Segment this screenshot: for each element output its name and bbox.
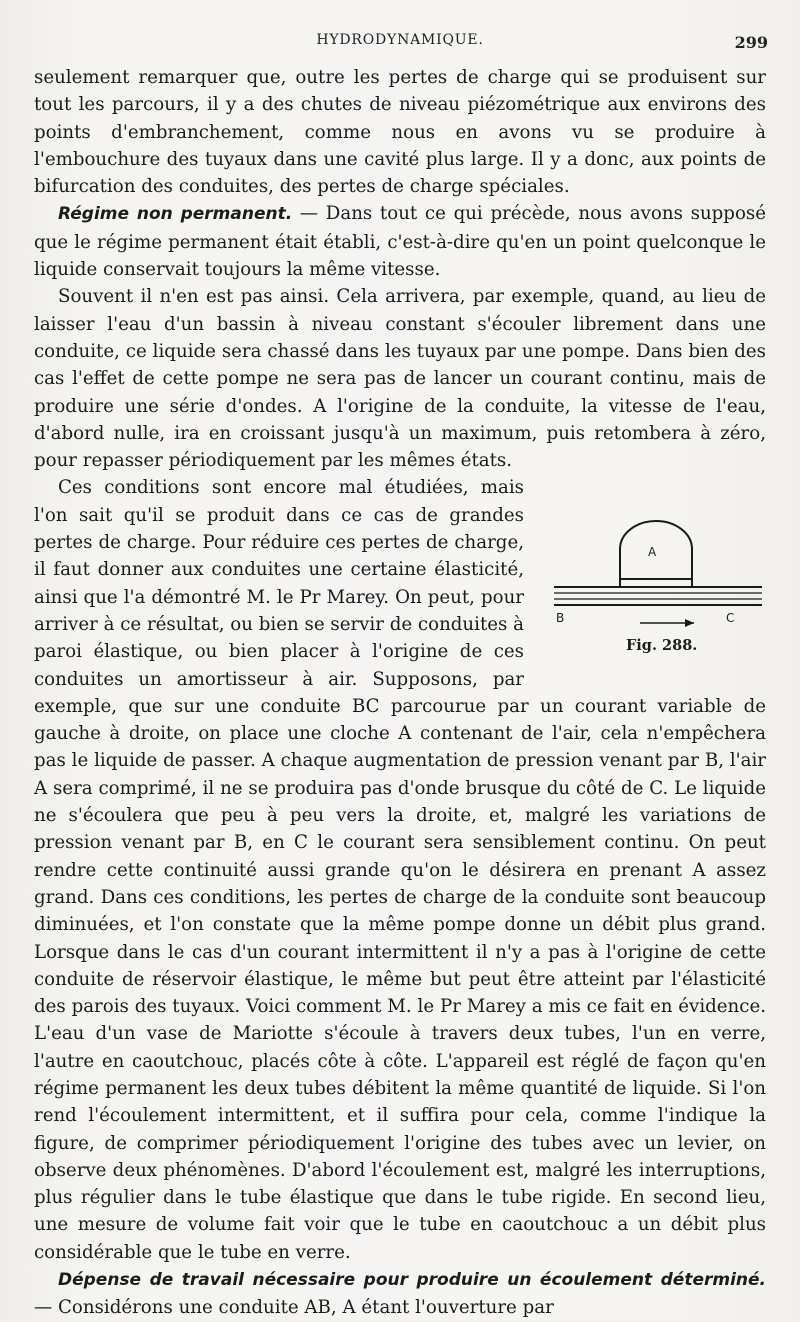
paragraph-2-text: — Dans tout ce qui précède, nous avons supposé que le régime permanent était établi, c'est-à-dire qu'en un point quelconque le liquide conservait toujours la même vitesse.	[34, 203, 766, 281]
section-heading-regime: Régime non permanent.	[58, 204, 293, 225]
page-number: 299	[734, 33, 768, 52]
figure-label-c: C	[726, 611, 735, 625]
running-header: HYDRODYNAMIQUE.	[316, 32, 484, 48]
paragraph-5-text: — Considérons une conduite AB, A étant l'ouverture par	[34, 1297, 554, 1319]
figure-label-b: B	[556, 611, 565, 625]
paragraph-4-text: Ces conditions sont encore mal étudiées, mais l'on sait qu'il se produit dans ce cas de grandes pertes de charge. Pour réduire ces pertes de charge, il faut donner aux conduites une certaine élasticité, ainsi que l'a démontré M. le Pr Marey. On peut, pour arriver à ce résultat, ou bien se servir de conduites à paroi élastique, ou bien placer à l'origine de ces conduites un amortisseur à air. Supposons, par exemple, que sur une conduite BC parcourue par un courant variable de gauche à droite, on place une cloche A contenant de l'air, cela n'empêchera pas le liquide de passer. A chaque augmentation de pression venant par B, l'air A sera comprimé, il ne se produira pas d'onde brusque du côté de C. Le liquide ne s'écoulera que peu à peu vers la droite, et, malgré les variations de pression venant par B, en C le courant sera sensiblement continu. On peut rendre cette continuité aussi grande qu'on le désirera en prenant A assez grand. Dans ces conditions, les pertes de charge de la conduite sont beaucoup diminuées, et l'on constate que la même pompe donne un débit plus grand. Lorsque dans le cas d'un courant intermittent il n'y a pas à l'origine de cette conduite de réservoir élastique, le même but peut être atteint par l'élasticité des parois des tuyaux. Voici comment M. le Pr Marey a mis ce fait en évidence. L'eau d'un vase de Mariotte s'écoule à travers deux tubes, l'un en verre, l'autre en caoutchouc, placés côte à côte. L'appareil est réglé de façon qu'en régime permanent les deux tubes débitent la même quantité de liquide. Si l'on rend l'écoulement intermittent, et il suffira pour cela, comme l'indique la figure, de comprimer périodiquement l'origine des tubes avec un levier, on observe deux phénomènes. D'abord l'écoulement est, malgré les interruptions, plus régulier dans le tube élastique que dans le tube rigide. En second lieu, une mesure de volume fait voir que le tube en caoutchouc a un débit plus considérable que le tube en verre.	[34, 477, 766, 1263]
paragraph-3: Souvent il n'en est pas ainsi. Cela arrivera, par exemple, quand, au lieu de laisser l'eau d'un bassin à niveau constant s'écouler librement dans une conduite, ce liquide sera chassé dans les tuyaux par une pompe. Dans bien des cas l'effet de cette pompe ne sera pas de lancer un courant continu, mais de produire une série d'ondes. A l'origine de la conduite, la vitesse de l'eau, d'abord nulle, ira en croissant jusqu'à un maximum, puis retombera à zéro, pour repasser périodiquement par les mêmes états.	[34, 286, 766, 472]
figure-label-a: A	[648, 545, 657, 559]
paragraph-5	[34, 1266, 766, 1322]
section-heading-depense: Dépense de travail nécessaire pour produire un écoulement déterminé.	[58, 1270, 766, 1291]
body-text	[34, 64, 766, 1322]
flow-arrow-head	[685, 619, 694, 627]
paragraph-1: seulement remarquer que, outre les pertes de charge qui se produisent sur tout les parcours, il y a des chutes de niveau piézométrique aux environs des points d'embranchement, comme nous en avons vu se produire à l'embouchure des tuyaux dans une cavité plus large. Il y a donc, aux points de bifurcation des conduites, des pertes de charge spéciales.	[34, 67, 766, 198]
figure-288	[544, 519, 766, 675]
paragraph-2	[34, 200, 766, 283]
figure-caption: Fig. 288.	[626, 637, 698, 654]
